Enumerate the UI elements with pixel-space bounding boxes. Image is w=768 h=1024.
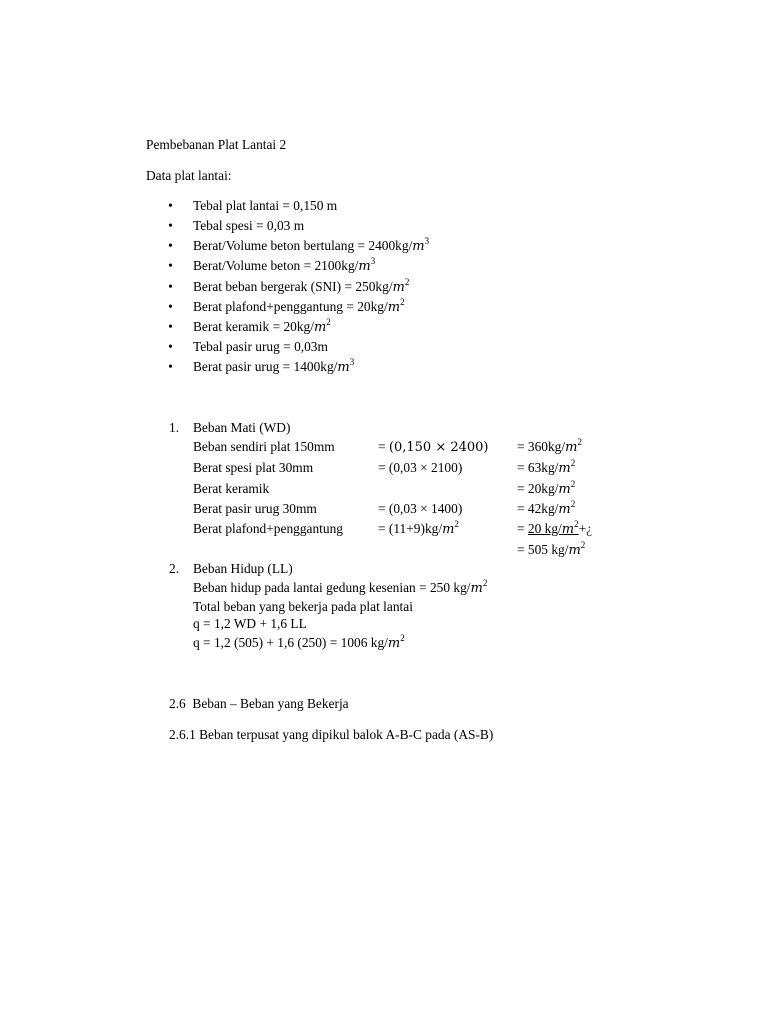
calc-expression [378,437,489,458]
unit-exponent: 2 [570,457,576,468]
calc-row [0,437,768,457]
calc-result [517,519,592,540]
list-item-text: Berat beban bergerak (SNI) = 250kg/ [193,279,393,294]
formula-line: q = 1,2 WD + 1,6 LL [193,616,307,631]
list-item-text: Tebal plat lantai = 0,150 m [193,198,338,213]
unit-symbol: m [387,636,401,651]
unit-exponent: 2 [326,316,331,327]
calc-total-value: = 505 kg/ [517,542,569,557]
calc-result-value: = 63kg/ [517,460,559,475]
text-line: Total beban yang bekerja pada plat lantai [193,599,413,614]
data-heading: Data plat lantai: [146,168,232,183]
calc-label: Berat plafond+penggantung [193,521,343,536]
calc-expression [378,519,459,540]
calc-row [0,499,768,519]
calc-result [517,499,575,520]
calc-formula: = (11+9)kg/ [378,521,443,536]
unit-symbol: m [565,440,578,455]
bullet-icon: • [168,238,173,253]
list-item-text: Tebal pasir urug = 0,03m [193,339,328,354]
unit-symbol: m [337,360,350,375]
calc-total [517,540,585,561]
calc-result [517,479,575,500]
calc-label: Berat pasir urug 30mm [193,501,317,516]
unit-symbol: m [561,522,575,537]
page-title: Pembebanan Plat Lantai 2 [146,137,287,152]
beban-hidup-line [193,578,487,599]
list-item-text: Berat pasir urug = 1400kg/ [193,359,338,374]
unit-symbol: m [358,259,371,274]
unit-exponent: 3 [370,255,376,266]
bullet-icon: • [168,279,173,294]
bullet-icon: • [168,299,173,314]
bullet-icon: • [168,198,173,213]
calc-expression: = (0,03 × 2100) [378,460,463,475]
bullet-icon: • [168,339,173,354]
unit-exponent: 2 [580,539,586,550]
unit-exponent: 3 [424,235,430,246]
text-line: Beban hidup pada lantai gedung kesenian = 250 kg/ [193,580,471,595]
list-number: 2. [169,561,180,576]
unit-symbol: m [313,320,327,335]
calc-result-value: = 360kg/ [517,439,566,454]
error-glyph: ¿ [586,521,593,536]
unit-exponent: 3 [349,356,355,367]
calc-total-row [0,540,768,560]
plus-sign: + [578,521,587,536]
calc-row [0,479,768,499]
calc-label: Beban sendiri plat 150mm [193,439,335,454]
unit-exponent: 2 [454,518,459,529]
calc-result [517,437,582,458]
unit-symbol: m [412,239,425,254]
calc-result-value: = 20kg/ [517,481,559,496]
unit-symbol: m [558,461,571,476]
section-heading-2-6-1: 2.6.1 Beban terpusat yang dipikul balok A-B-C pada (AS-B) [169,727,494,742]
list-item-text: Tebal spesi = 0,03 m [193,218,305,233]
calc-result-value: = 42kg/ [517,501,559,516]
bullet-icon: • [168,258,173,273]
unit-symbol: m [470,581,483,596]
calc-row [0,519,768,539]
section-heading: Beban Hidup (LL) [193,561,293,576]
calc-label: Berat spesi plat 30mm [193,460,314,475]
unit-symbol: m [442,522,455,537]
bullet-icon: • [168,359,173,374]
section-heading-2-6: 2.6 Beban – Beban yang Bekerja [169,696,349,711]
calc-eq: = [378,439,389,454]
list-item-text: Berat keramik = 20kg/ [193,319,314,334]
calc-label: Berat keramik [193,481,270,496]
formula-line: q = 1,2 (505) + 1,6 (250) = 1006 kg/ [193,635,388,650]
unit-exponent: 2 [570,478,576,489]
unit-symbol: m [387,300,401,315]
calc-result-underlined [527,518,579,537]
unit-exponent: 2 [404,276,410,287]
list-number: 1. [169,420,180,435]
unit-symbol: m [392,280,405,295]
calc-result [517,458,575,479]
beban-hidup-result-line [193,633,405,654]
calc-row [0,458,768,478]
bullet-icon: • [168,218,173,233]
unit-symbol: m [558,502,571,517]
calc-expression: = (0,03 × 1400) [378,501,463,516]
section-heading: Beban Mati (WD) [193,420,291,435]
calc-result-value: 20 kg/ [527,521,562,536]
list-item-text: Berat/Volume beton bertulang = 2400kg/ [193,238,413,253]
bullet-icon: • [168,319,173,334]
unit-exponent: 2 [482,577,488,588]
unit-symbol: m [558,482,571,497]
unit-symbol: m [568,543,581,558]
calc-eq: = [517,521,528,536]
unit-exponent: 2 [400,632,405,643]
unit-exponent: 2 [400,296,405,307]
unit-exponent: 2 [570,498,576,509]
list-item-text: Berat plafond+penggantung = 20kg/ [193,299,388,314]
unit-exponent: 2 [577,436,582,447]
unit-exponent: 2 [574,518,579,529]
calc-formula: (0,150 × 2400) [388,440,489,455]
list-item-text: Berat/Volume beton = 2100kg/ [193,258,359,273]
